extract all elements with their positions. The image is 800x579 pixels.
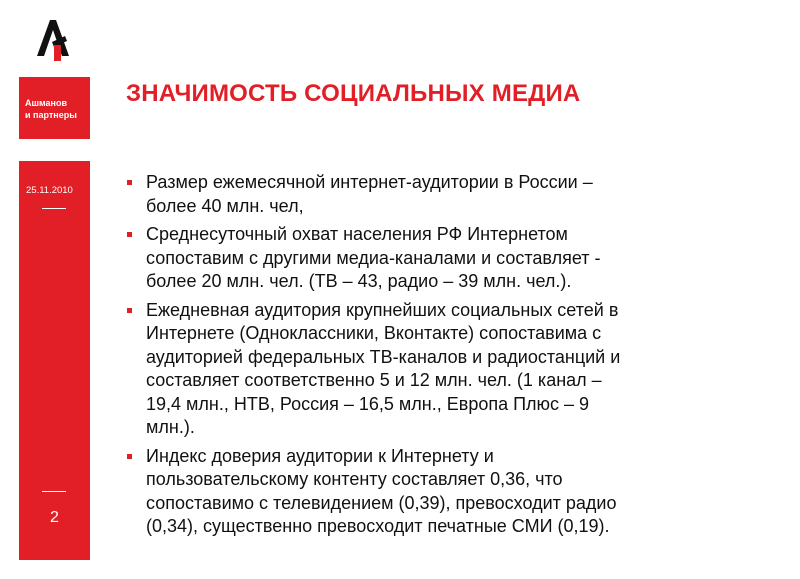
- page-number: 2: [50, 509, 59, 526]
- divider: [42, 208, 66, 209]
- bullet-line: более 40 млн. чел,: [146, 195, 304, 216]
- sidebar: [19, 161, 90, 560]
- bullet-marker-icon: [127, 180, 132, 185]
- bullet-line: более 20 млн. чел. (ТВ – 43, радио – 39 млн. чел.).: [146, 271, 572, 291]
- list-item: [125, 299, 780, 440]
- brand-name-line1: Ашманов: [25, 98, 68, 108]
- bullet-line: Размер ежемесячной интернет-аудитории в России –: [146, 172, 593, 192]
- bullet-line: Интернете (Одноклассники, Вконтакте) сопоставима с: [146, 323, 602, 343]
- bullet-line: сопоставимо с телевидением (0,39), превосходит радио: [146, 492, 617, 513]
- list-item: [125, 171, 780, 218]
- bullet-marker-icon: [127, 454, 132, 459]
- bullet-line: млн.).: [146, 417, 195, 437]
- divider: [42, 491, 66, 492]
- list-item: [125, 445, 780, 539]
- list-item: [125, 223, 780, 294]
- slide-date: 25.11.2010: [26, 185, 73, 196]
- bullet-line: 19,4 млн., НТВ, Россия – 16,5 млн., Европа Плюс – 9: [146, 393, 590, 414]
- page-title: ЗНАЧИМОСТЬ СОЦИАЛЬНЫХ МЕДИА: [126, 80, 581, 107]
- bullet-line: пользовательскому контенту составляет 0,36, что: [146, 469, 563, 489]
- bullet-marker-icon: [127, 308, 132, 313]
- brand-name-line2: и партнеры: [25, 110, 77, 120]
- bullet-marker-icon: [127, 232, 132, 237]
- bullet-list: [125, 171, 780, 544]
- bullet-line: составляет соответственно 5 и 12 млн. чел. (1 канал –: [146, 370, 602, 390]
- bullet-line: (0,34), существенно превосходит печатные СМИ (0,19).: [146, 516, 610, 536]
- bullet-line: Среднесуточный охват населения РФ Интернетом: [146, 224, 568, 244]
- brand-block: [19, 77, 90, 139]
- bullet-line: аудиторией федеральных ТВ-каналов и радиостанций и: [146, 346, 621, 367]
- brand-name: [25, 97, 77, 121]
- bullet-line: Индекс доверия аудитории к Интернету и: [146, 445, 494, 466]
- bullet-line: Ежедневная аудитория крупнейших социальных сетей в: [146, 299, 619, 320]
- bullet-line: сопоставим с другими медиа-каналами и составляет -: [146, 247, 601, 268]
- brand-logo-icon: [32, 15, 74, 61]
